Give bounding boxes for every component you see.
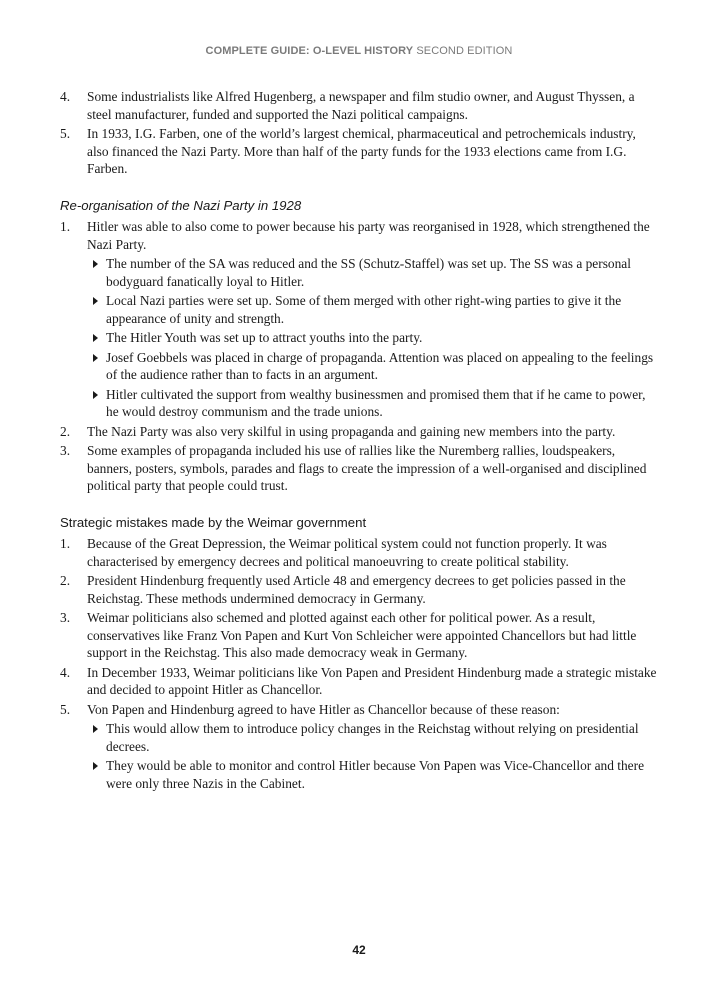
header-title: COMPLETE GUIDE: O-LEVEL HISTORY [205,45,414,57]
header-edition: SECOND EDITION [416,45,513,57]
list-number: 1. [60,219,71,234]
strategic-mistakes-list [60,535,660,792]
bullet-item [87,757,660,792]
triangle-bullet-icon [93,297,98,305]
list-text: Some industrialists like Alfred Hugenberg, a newspaper and film studio owner, and August Thyssen, a steel manufacturer, funded and supported the Nazi political campaigns. [87,89,635,122]
triangle-bullet-icon [93,334,98,342]
list-text: Weimar politicians also schemed and plotted against each other for political power. As a result, conservatives like Franz Von Papen and Kurt Von Schleicher were appointed Chancellors but had little support in the Reichstag. This also made democracy weak in Germany. [87,610,637,660]
bullet-item [87,329,660,347]
list-text: In 1933, I.G. Farben, one of the world’s largest chemical, pharmaceutical and petrochemicals industry, also financed the Nazi Party. More than half of the party funds for the 1933 elections came from I.G. Farben. [87,126,636,176]
bullet-text: Hitler cultivated the support from wealthy businessmen and promised them that if he came to power, he would destroy communism and the trade unions. [106,386,646,419]
list-text: Hitler was able to also come to power because his party was reorganised in 1928, which strengthened the Nazi Party. [87,219,650,252]
list-item [60,609,660,662]
list-text: In December 1933, Weimar politicians like Von Papen and President Hindenburg made a strategic mistake and decided to appoint Hitler as Chancellor. [87,664,657,697]
bullet-item [87,292,660,327]
triangle-bullet-icon [93,762,98,770]
list-item [60,125,660,178]
list-number: 4. [60,664,71,680]
section-heading-strategic-mistakes: Strategic mistakes made by the Weimar government [60,514,367,530]
bullet-text: This would allow them to introduce policy changes in the Reichstag without relying on presidential decrees. [106,721,639,754]
list-item [60,218,660,421]
bullet-list [87,255,660,421]
running-header [0,45,718,57]
list-number: 5. [60,701,71,717]
list-item [60,664,660,699]
page-content [60,88,660,794]
list-number: 2. [60,423,71,439]
list-item [60,423,660,441]
list-text: Because of the Great Depression, the Weimar political system could not function properly. It was characterised by emergency decrees and political manoeuvring to create political stability. [87,536,607,569]
list-item [60,442,660,495]
bullet-item [87,349,660,384]
list-item [60,88,660,123]
bullet-item [87,720,660,755]
list-text: President Hindenburg frequently used Article 48 and emergency decrees to get policies passed in the Reichstag. These methods undermined democracy in Germany. [87,573,626,606]
bullet-item [87,386,660,421]
triangle-bullet-icon [93,725,98,733]
list-number: 3. [60,443,71,458]
triangle-bullet-icon [93,260,98,268]
list-number: 2. [60,573,71,588]
list-text: Von Papen and Hindenburg agreed to have Hitler as Chancellor because of these reason: [87,701,560,717]
bullet-item [87,255,660,290]
list-number: 4. [60,89,71,104]
list-text: Some examples of propaganda included his use of rallies like the Nuremberg rallies, loudspeakers, banners, posters, symbols, parades and flags to create the impression of a well-organised and disciplined political party that people could trust. [87,443,647,493]
list-item [60,701,660,793]
triangle-bullet-icon [93,354,98,362]
list-text: The Nazi Party was also very skilful in using propaganda and gaining new members into the party. [87,423,616,439]
intro-list [60,88,660,178]
list-number: 5. [60,126,71,141]
bullet-text: Josef Goebbels was placed in charge of propaganda. Attention was placed on appealing to the feelings of the audience rather than to facts in an argument. [106,349,654,382]
reorganisation-list [60,218,660,495]
bullet-text: The Hitler Youth was set up to attract youths into the party. [106,330,423,345]
list-item [60,572,660,607]
bullet-text: They would be able to monitor and control Hitler because Von Papen was Vice-Chancellor and there were only three Nazis in the Cabinet. [106,758,645,791]
bullet-list [87,720,660,792]
bullet-text: The number of the SA was reduced and the SS (Schutz-Staffel) was set up. The SS was a personal bodyguard fanatically loyal to Hitler. [106,256,631,289]
page-number: 42 [352,943,366,957]
list-number: 3. [60,610,71,625]
section-heading-reorganisation: Re-organisation of the Nazi Party in 1928 [60,197,302,213]
triangle-bullet-icon [93,391,98,399]
list-number: 1. [60,536,71,551]
bullet-text: Local Nazi parties were set up. Some of them merged with other right-wing parties to give it the appearance of unity and strength. [106,293,622,326]
list-item [60,535,660,570]
